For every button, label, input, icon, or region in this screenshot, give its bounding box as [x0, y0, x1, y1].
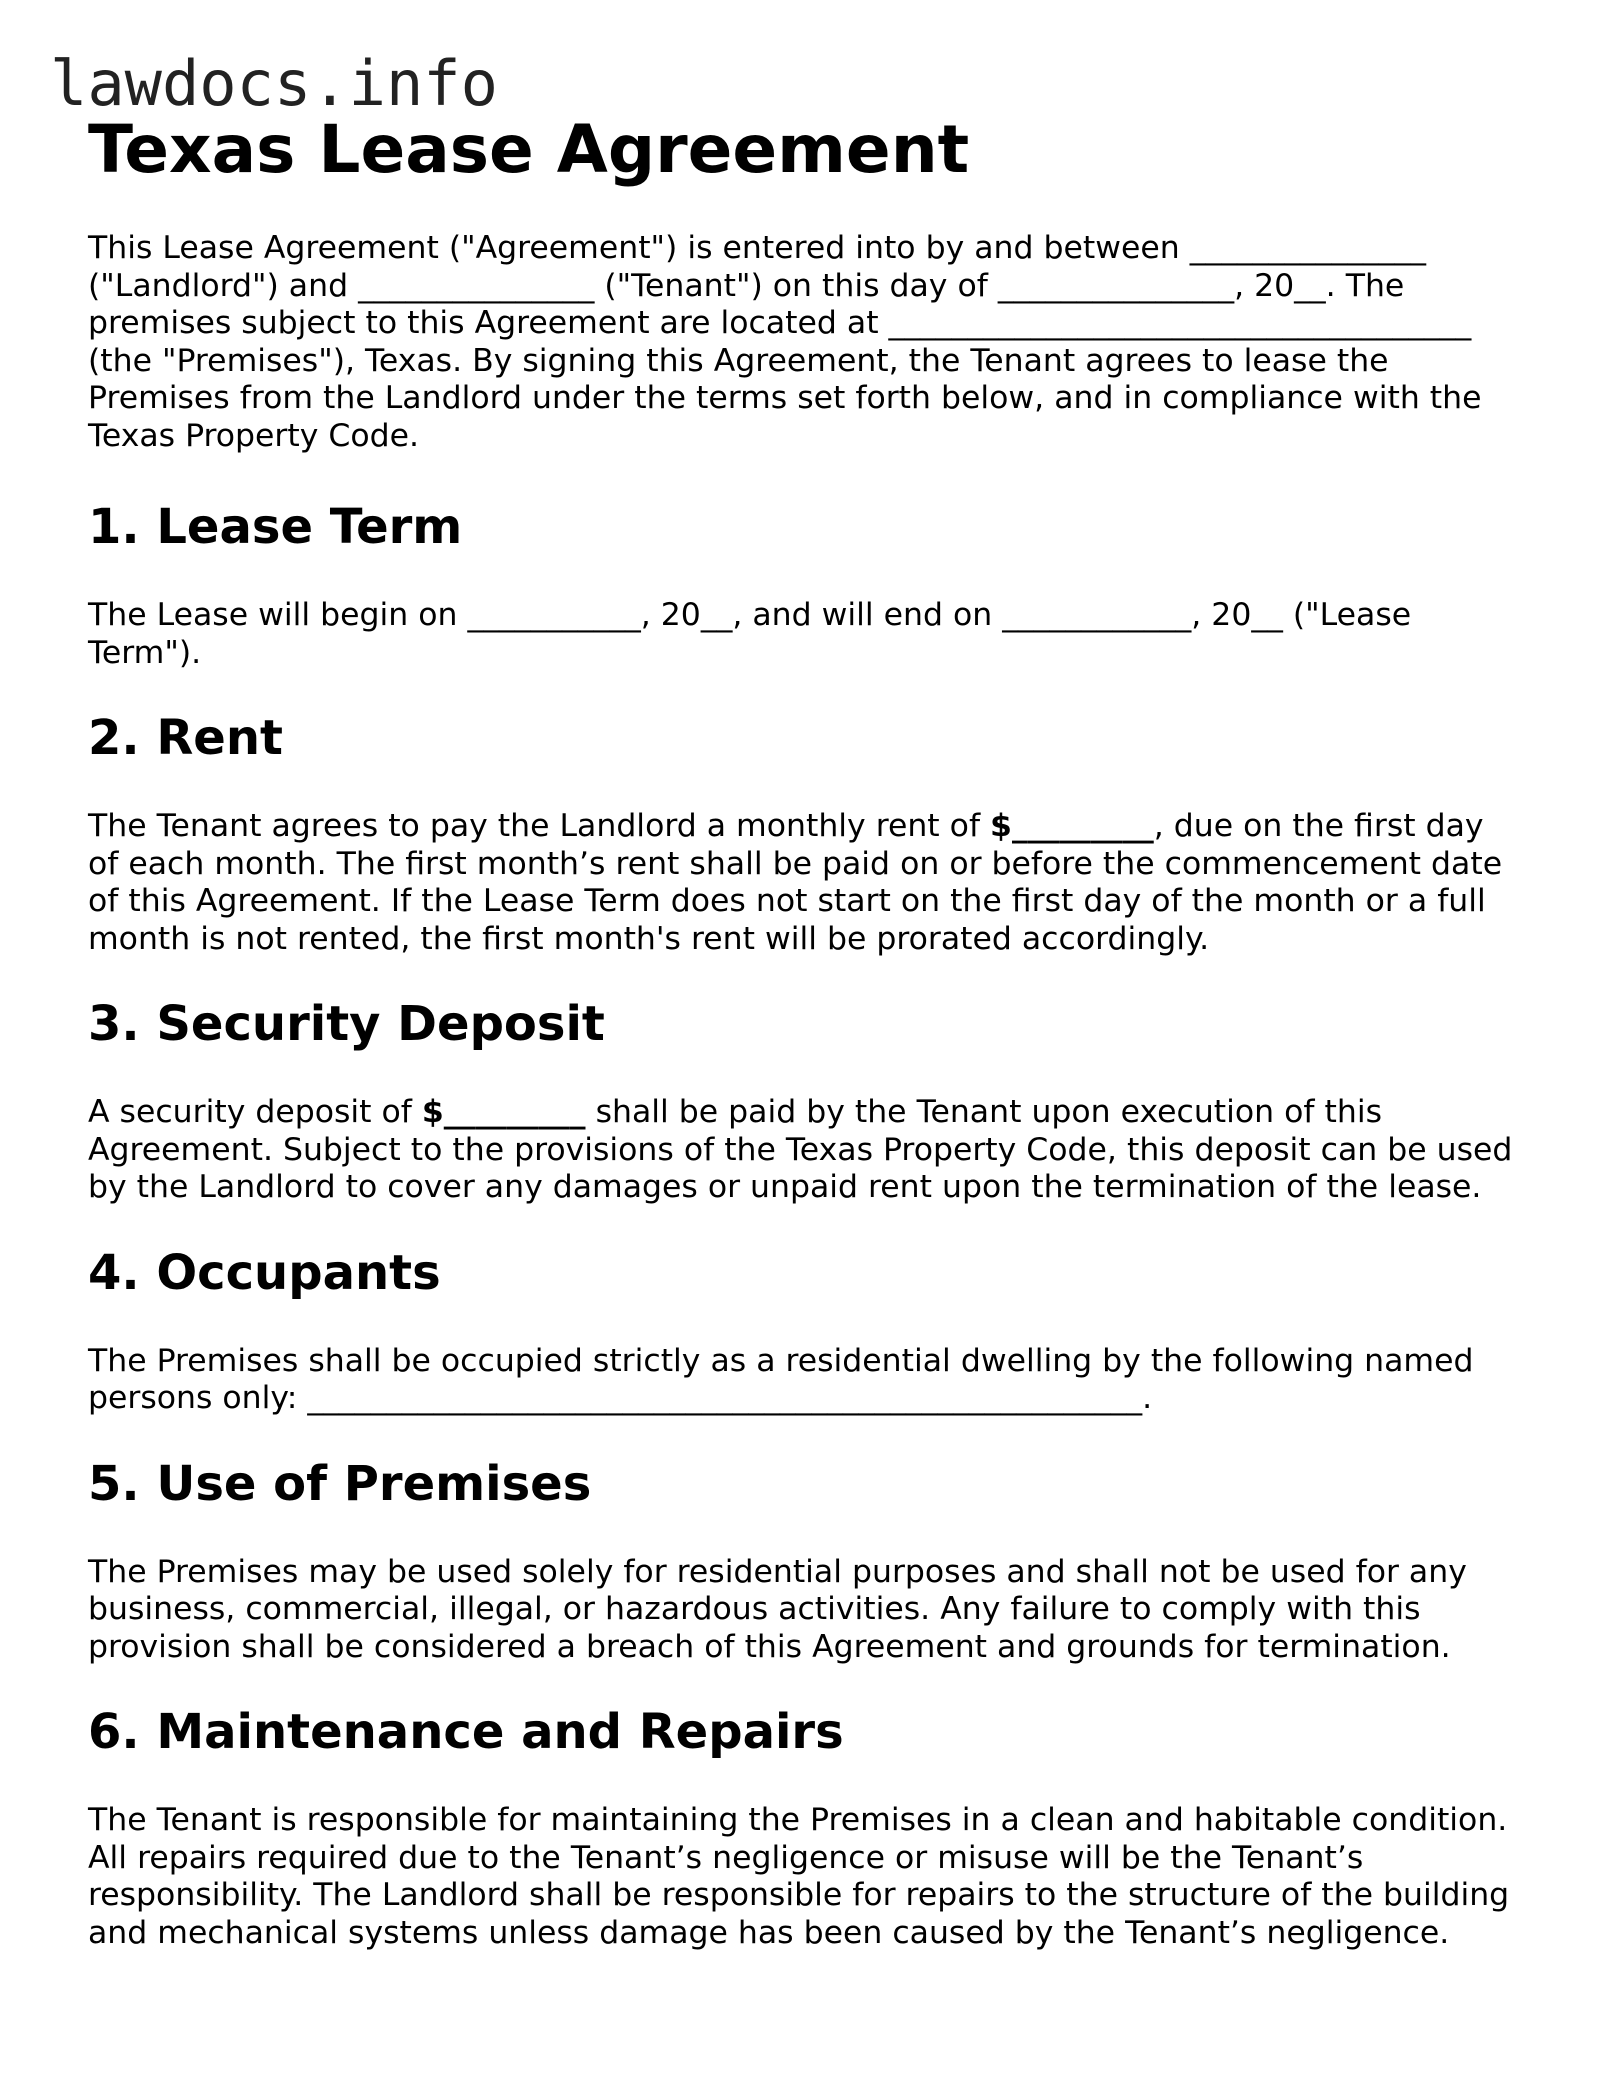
section-heading-lease-term: 1. Lease Term [88, 499, 463, 555]
paragraph-line: Premises from the Landlord under the terms set forth below, and in compliance with the [88, 380, 1482, 416]
section-heading-occupants: 4. Occupants [88, 1244, 441, 1301]
deposit-amount-blank: $_________ [421, 1094, 586, 1130]
deposit-text-lead: A security deposit of [88, 1094, 422, 1130]
rent-amount-blank: $_________ [990, 808, 1154, 844]
section-heading-use-of-premises: 5. Use of Premises [88, 1455, 592, 1512]
paragraph-line [88, 808, 1528, 846]
paragraph-line: Term"). [88, 634, 202, 671]
paragraph-line: business, commercial, illegal, or hazardous activities. Any failure to comply with this [88, 1591, 1421, 1627]
paragraph-line [88, 1094, 1528, 1132]
lease-document [88, 108, 1528, 1952]
section-body-occupants [88, 1343, 1528, 1418]
section-body-security-deposit [88, 1094, 1528, 1207]
paragraph-line: of each month. The first month’s rent shall be paid on or before the commencement date [88, 845, 1503, 882]
paragraph-line: responsibility. The Landlord shall be responsible for repairs to the structure of the building [88, 1877, 1510, 1913]
paragraph-line: All repairs required due to the Tenant’s negligence or misuse will be the Tenant’s [88, 1839, 1364, 1876]
paragraph-line: The Premises shall be occupied strictly as a residential dwelling by the following named [88, 1342, 1474, 1379]
section-body-maintenance [88, 1802, 1528, 1952]
paragraph-line: month is not rented, the first month's rent will be prorated accordingly. [88, 920, 1210, 957]
intro-paragraph [88, 230, 1528, 455]
section-body-use-of-premises [88, 1554, 1528, 1667]
paragraph-line: of this Agreement. If the Lease Term does not start on the first day of the month or a full [88, 883, 1486, 919]
paragraph-line: persons only: _____________________________________________________. [88, 1380, 1153, 1416]
rent-text-lead: The Tenant agrees to pay the Landlord a monthly rent of [88, 808, 991, 844]
paragraph-line: The Tenant is responsible for maintaining the Premises in a clean and habitable condition. [88, 1802, 1508, 1838]
paragraph-line: (the "Premises"), Texas. By signing this Agreement, the Tenant agrees to lease the [88, 342, 1389, 379]
paragraph-line: Texas Property Code. [88, 417, 420, 454]
section-heading-maintenance: 6. Maintenance and Repairs [88, 1704, 844, 1760]
paragraph-line: Agreement. Subject to the provisions of the Texas Property Code, this deposit can be used [88, 1131, 1513, 1168]
paragraph-line: ("Landlord") and _______________ ("Tenant") on this day of _______________, 20__. The [88, 267, 1405, 304]
watermark-text: lawdocs.info [50, 47, 498, 120]
paragraph-line: and mechanical systems unless damage has been caused by the Tenant’s negligence. [88, 1914, 1450, 1951]
paragraph-line: The Lease will begin on ___________, 20__, and will end on ____________, 20__ ("Lease [88, 597, 1412, 633]
paragraph-line: by the Landlord to cover any damages or unpaid rent upon the termination of the lease. [88, 1169, 1482, 1205]
section-heading-security-deposit: 3. Security Deposit [88, 996, 605, 1052]
paragraph-line: provision shall be considered a breach of this Agreement and grounds for termination. [88, 1628, 1451, 1665]
paragraph-line: The Premises may be used solely for residential purposes and shall not be used for any [88, 1553, 1467, 1590]
rent-text-rest: , due on the first day [1153, 808, 1484, 844]
deposit-text-rest: shall be paid by the Tenant upon execution of this [585, 1094, 1383, 1130]
paragraph-line: premises subject to this Agreement are located at _____________________________________ [88, 305, 1472, 341]
document-title: Texas Lease Agreement [88, 111, 970, 188]
section-body-lease-term [88, 597, 1528, 672]
paragraph-line: This Lease Agreement ("Agreement") is entered into by and between _______________ [88, 230, 1426, 266]
section-body-rent [88, 808, 1528, 958]
section-heading-rent: 2. Rent [88, 710, 283, 766]
